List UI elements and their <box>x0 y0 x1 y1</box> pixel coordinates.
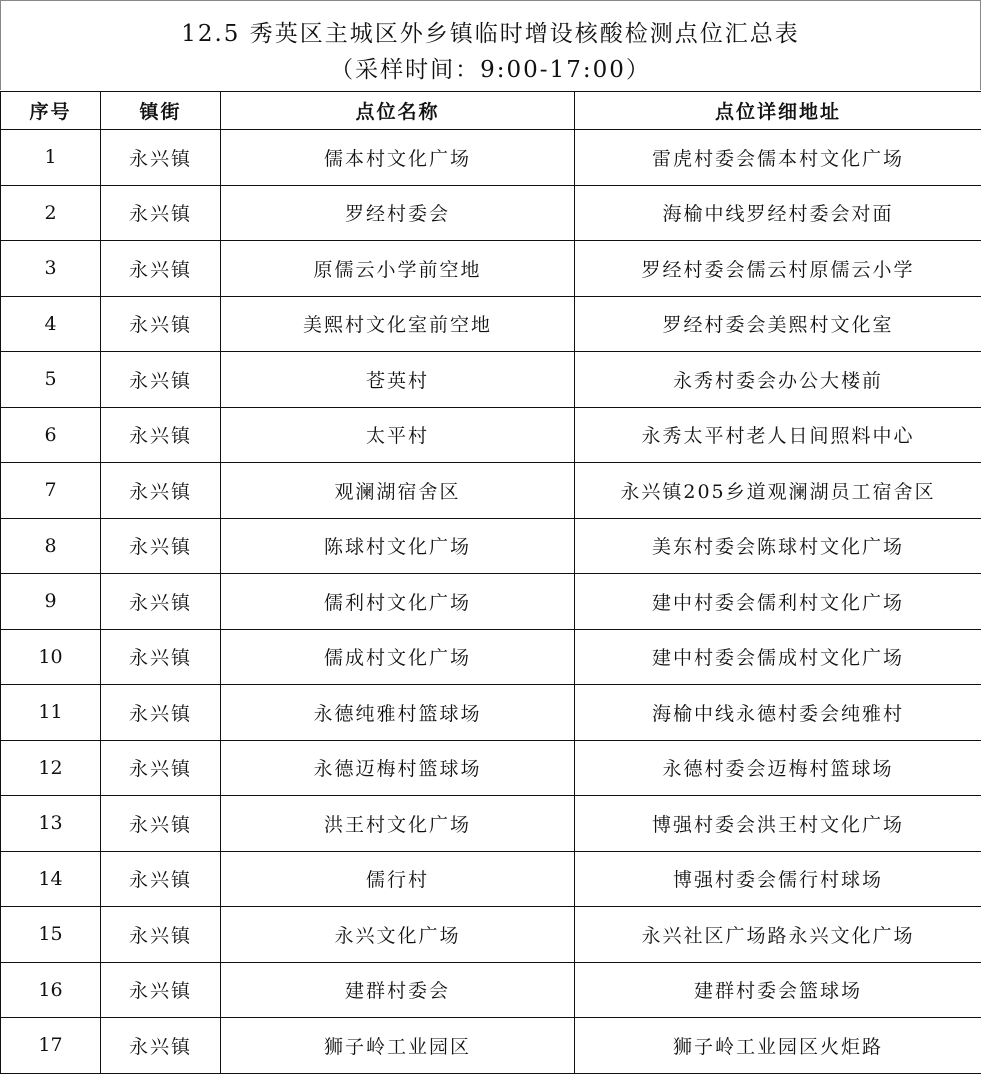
table-row <box>1 1018 981 1074</box>
cell-site-name: 太平村 <box>221 407 575 463</box>
table-row <box>1 352 981 408</box>
cell-town: 永兴镇 <box>101 296 221 352</box>
cell-site-address: 美东村委会陈球村文化广场 <box>575 518 981 574</box>
header-town: 镇街 <box>101 92 221 130</box>
table-row <box>1 185 981 241</box>
cell-site-address: 海榆中线罗经村委会对面 <box>575 185 981 241</box>
cell-no: 15 <box>1 907 101 963</box>
cell-site-name: 狮子岭工业园区 <box>221 1018 575 1074</box>
cell-no: 8 <box>1 518 101 574</box>
cell-no: 12 <box>1 740 101 796</box>
cell-town: 永兴镇 <box>101 851 221 907</box>
cell-town: 永兴镇 <box>101 518 221 574</box>
sampling-time: （采样时间：9:00-17:00） <box>330 57 651 83</box>
cell-no: 11 <box>1 685 101 741</box>
cell-town: 永兴镇 <box>101 629 221 685</box>
table-row <box>1 241 981 297</box>
cell-site-address: 建群村委会篮球场 <box>575 962 981 1018</box>
table-row <box>1 851 981 907</box>
cell-no: 14 <box>1 851 101 907</box>
table-row <box>1 740 981 796</box>
cell-town: 永兴镇 <box>101 740 221 796</box>
table-row <box>1 962 981 1018</box>
cell-site-address: 永兴社区广场路永兴文化广场 <box>575 907 981 963</box>
cell-site-address: 博强村委会儒行村球场 <box>575 851 981 907</box>
cell-town: 永兴镇 <box>101 407 221 463</box>
cell-town: 永兴镇 <box>101 241 221 297</box>
cell-town: 永兴镇 <box>101 1018 221 1074</box>
cell-site-name: 儒行村 <box>221 851 575 907</box>
cell-no: 6 <box>1 407 101 463</box>
cell-site-name: 永德纯雅村篮球场 <box>221 685 575 741</box>
table-row <box>1 296 981 352</box>
cell-site-address: 建中村委会儒成村文化广场 <box>575 629 981 685</box>
table-row <box>1 796 981 852</box>
table-row <box>1 463 981 519</box>
cell-no: 2 <box>1 185 101 241</box>
table-row <box>1 407 981 463</box>
table-header-row <box>1 92 981 130</box>
header-site-name: 点位名称 <box>221 92 575 130</box>
cell-site-name: 洪王村文化广场 <box>221 796 575 852</box>
cell-no: 17 <box>1 1018 101 1074</box>
cell-site-name: 儒成村文化广场 <box>221 629 575 685</box>
cell-no: 7 <box>1 463 101 519</box>
cell-site-address: 狮子岭工业园区火炬路 <box>575 1018 981 1074</box>
cell-town: 永兴镇 <box>101 185 221 241</box>
header-site-address: 点位详细地址 <box>575 92 981 130</box>
cell-no: 9 <box>1 574 101 630</box>
cell-site-name: 永德迈梅村篮球场 <box>221 740 575 796</box>
table-row <box>1 518 981 574</box>
cell-site-address: 永兴镇205乡道观澜湖员工宿舍区 <box>575 463 981 519</box>
table-body <box>1 130 981 1074</box>
table-row <box>1 907 981 963</box>
cell-site-address: 雷虎村委会儒本村文化广场 <box>575 130 981 186</box>
cell-town: 永兴镇 <box>101 352 221 408</box>
table-row <box>1 574 981 630</box>
cell-town: 永兴镇 <box>101 685 221 741</box>
header-no: 序号 <box>1 92 101 130</box>
cell-site-address: 建中村委会儒利村文化广场 <box>575 574 981 630</box>
cell-site-address: 永秀太平村老人日间照料中心 <box>575 407 981 463</box>
title-block <box>0 0 981 90</box>
cell-site-address: 罗经村委会美熙村文化室 <box>575 296 981 352</box>
cell-site-name: 罗经村委会 <box>221 185 575 241</box>
cell-no: 16 <box>1 962 101 1018</box>
cell-no: 5 <box>1 352 101 408</box>
cell-site-name: 建群村委会 <box>221 962 575 1018</box>
cell-no: 13 <box>1 796 101 852</box>
table-row <box>1 629 981 685</box>
cell-no: 10 <box>1 629 101 685</box>
table-row <box>1 130 981 186</box>
cell-site-address: 海榆中线永德村委会纯雅村 <box>575 685 981 741</box>
cell-no: 4 <box>1 296 101 352</box>
cell-town: 永兴镇 <box>101 962 221 1018</box>
cell-town: 永兴镇 <box>101 130 221 186</box>
document-title: 12.5 秀英区主城区外乡镇临时增设核酸检测点位汇总表 <box>181 21 800 47</box>
cell-site-name: 观澜湖宿舍区 <box>221 463 575 519</box>
cell-town: 永兴镇 <box>101 796 221 852</box>
cell-no: 3 <box>1 241 101 297</box>
cell-town: 永兴镇 <box>101 907 221 963</box>
cell-site-name: 苍英村 <box>221 352 575 408</box>
cell-site-name: 儒利村文化广场 <box>221 574 575 630</box>
table-row <box>1 685 981 741</box>
cell-site-name: 美熙村文化室前空地 <box>221 296 575 352</box>
cell-town: 永兴镇 <box>101 463 221 519</box>
cell-no: 1 <box>1 130 101 186</box>
cell-site-address: 永德村委会迈梅村篮球场 <box>575 740 981 796</box>
cell-site-name: 原儒云小学前空地 <box>221 241 575 297</box>
cell-site-address: 博强村委会洪王村文化广场 <box>575 796 981 852</box>
testing-sites-table <box>0 91 981 1074</box>
cell-site-address: 罗经村委会儒云村原儒云小学 <box>575 241 981 297</box>
cell-site-name: 儒本村文化广场 <box>221 130 575 186</box>
cell-site-name: 陈球村文化广场 <box>221 518 575 574</box>
cell-town: 永兴镇 <box>101 574 221 630</box>
cell-site-name: 永兴文化广场 <box>221 907 575 963</box>
cell-site-address: 永秀村委会办公大楼前 <box>575 352 981 408</box>
